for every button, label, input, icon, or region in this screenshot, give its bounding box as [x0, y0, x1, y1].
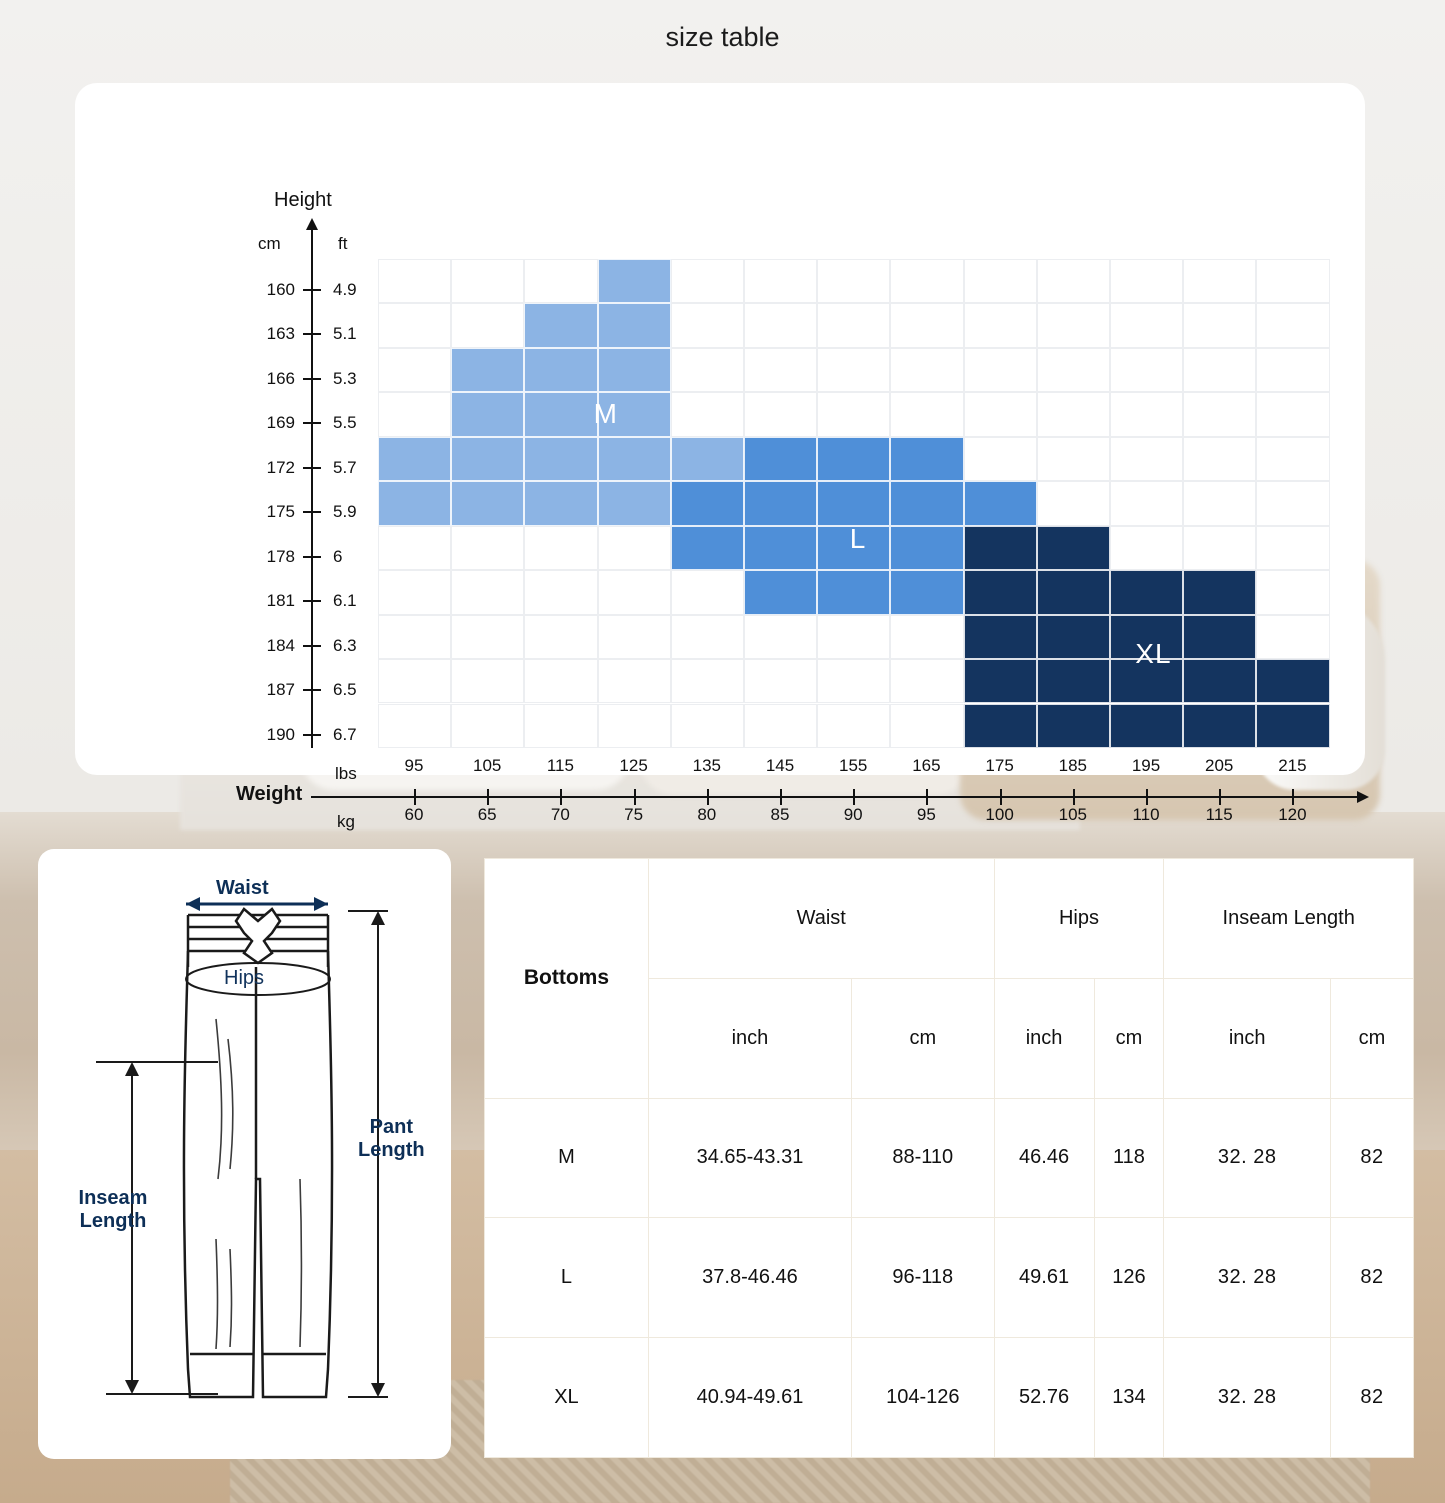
y-tick-label-cm: 190: [266, 724, 295, 744]
x-tick-label-lbs: 135: [692, 756, 721, 775]
size-cell-empty: [1110, 481, 1183, 525]
size-cell-empty: [451, 704, 524, 748]
x-tick-label-lbs: 175: [985, 756, 1014, 775]
size-cell-m: [524, 481, 597, 525]
size-cell-empty: [598, 615, 671, 659]
x-tick-label-lbs: 125: [619, 756, 648, 775]
table-cell-size: L: [485, 1218, 649, 1338]
y-tick: [303, 378, 321, 380]
x-tick-label-lbs: 185: [1058, 756, 1087, 775]
size-cell-empty: [524, 704, 597, 748]
size-cell-m: [524, 392, 597, 436]
size-cell-empty: [451, 303, 524, 347]
size-cell-m: [671, 437, 744, 481]
inseam-line2: Length: [79, 1210, 147, 1232]
size-cell-xl: [964, 570, 1037, 614]
size-cell-empty: [817, 392, 890, 436]
x-tick: [1146, 789, 1148, 805]
size-cell-empty: [451, 659, 524, 703]
size-cell-empty: [744, 704, 817, 748]
x-tick-label-lbs: 115: [546, 756, 574, 775]
size-cell-empty: [451, 526, 524, 570]
size-cell-empty: [1037, 481, 1110, 525]
table-cell-size: XL: [485, 1338, 649, 1458]
size-cell-empty: [890, 392, 963, 436]
pant-length-line2: Length: [358, 1139, 425, 1161]
table-group-header: Waist: [648, 859, 994, 979]
size-cell-xl: [1256, 659, 1329, 703]
size-cell-empty: [524, 659, 597, 703]
size-cell-l: [744, 526, 817, 570]
size-cell-empty: [378, 615, 451, 659]
size-cell-empty: [1256, 526, 1329, 570]
x-tick-label-kg: 120: [1278, 805, 1307, 824]
size-cell-m: [524, 437, 597, 481]
y-tick-label-ft: 5.9: [333, 502, 357, 522]
size-cell-m: [598, 303, 671, 347]
x-tick-label-kg: 75: [624, 805, 644, 824]
size-cell-empty: [744, 348, 817, 392]
y-tick: [303, 289, 321, 291]
y-tick-label-ft: 6.7: [333, 724, 357, 744]
hips-label: Hips: [224, 967, 265, 989]
size-cell-empty: [671, 303, 744, 347]
size-cell-m: [598, 481, 671, 525]
y-axis-line: [311, 228, 313, 748]
table-unit-cell: cm: [1094, 978, 1164, 1098]
size-cell-empty: [378, 704, 451, 748]
x-tick-label-kg: 80: [697, 805, 717, 824]
size-cell-empty: [378, 526, 451, 570]
y-tick: [303, 333, 321, 335]
size-cell-l: [744, 570, 817, 614]
size-cell-empty: [598, 526, 671, 570]
size-cell-empty: [1110, 259, 1183, 303]
size-cell-xl: [964, 659, 1037, 703]
y-tick: [303, 556, 321, 558]
size-cell-empty: [524, 570, 597, 614]
x-tick: [634, 789, 636, 805]
x-tick-label-lbs: 155: [839, 756, 868, 775]
size-cell-empty: [378, 348, 451, 392]
size-cell-empty: [1110, 392, 1183, 436]
size-cell-empty: [744, 303, 817, 347]
table-cell-hips-inch: 49.61: [994, 1218, 1094, 1338]
size-cell-empty: [524, 615, 597, 659]
size-cell-empty: [1110, 437, 1183, 481]
size-cell-empty: [1037, 259, 1110, 303]
size-cell-m: [598, 348, 671, 392]
size-cell-empty: [817, 704, 890, 748]
y-tick-label-cm: 184: [266, 635, 295, 655]
y-tick-label-cm: 163: [266, 324, 295, 344]
size-cell-empty: [524, 259, 597, 303]
size-cell-empty: [964, 348, 1037, 392]
size-cell-empty: [1037, 392, 1110, 436]
y-tick-label-cm: 175: [266, 502, 295, 522]
x-axis-title: Weight: [236, 783, 303, 805]
size-cell-empty: [1183, 392, 1256, 436]
y-tick-label-ft: 5.3: [333, 368, 357, 388]
pants-diagram-card: [38, 849, 451, 1459]
size-cell-empty: [378, 259, 451, 303]
x-tick: [707, 789, 709, 805]
x-tick-label-lbs: 105: [473, 756, 502, 775]
size-cell-m: [451, 481, 524, 525]
size-cell-empty: [1183, 348, 1256, 392]
x-tick-label-lbs: 195: [1131, 756, 1161, 775]
size-cell-empty: [671, 659, 744, 703]
y-tick-label-ft: 4.9: [333, 280, 357, 299]
table-row: [485, 1338, 1414, 1458]
size-cell-m: [524, 348, 597, 392]
size-cell-l: [744, 437, 817, 481]
size-cell-empty: [744, 392, 817, 436]
size-cell-m: [451, 392, 524, 436]
y-tick: [303, 467, 321, 469]
table-unit-cell: inch: [994, 978, 1094, 1098]
y-tick-label-cm: 166: [266, 368, 295, 388]
table-cell-hips-inch: 52.76: [994, 1338, 1094, 1458]
x-tick-label-kg: 90: [843, 805, 863, 824]
size-cell-empty: [1037, 303, 1110, 347]
size-cell-empty: [378, 570, 451, 614]
x-tick-label-lbs: 95: [404, 756, 424, 775]
table-cell-waist-inch: 37.8-46.46: [648, 1218, 851, 1338]
table-cell-size: M: [485, 1098, 649, 1218]
size-cell-empty: [1110, 303, 1183, 347]
size-cell-l: [671, 481, 744, 525]
size-cell-empty: [451, 570, 524, 614]
size-cell-l: [671, 526, 744, 570]
table-unit-cell: inch: [1164, 978, 1331, 1098]
size-cell-empty: [817, 659, 890, 703]
inseam-length-label: [58, 1187, 168, 1233]
size-cell-empty: [378, 392, 451, 436]
size-cell-l: [890, 526, 963, 570]
size-cell-l: [744, 481, 817, 525]
table-cell-inseam-cm: 82: [1330, 1098, 1413, 1218]
table-header-row: [485, 859, 1414, 979]
size-cell-empty: [1110, 526, 1183, 570]
size-cell-empty: [671, 704, 744, 748]
size-cell-empty: [1037, 348, 1110, 392]
x-tick-label-kg: 65: [477, 805, 497, 824]
table-unit-cell: inch: [648, 978, 851, 1098]
x-unit-kg: kg: [337, 812, 355, 831]
size-cell-empty: [890, 615, 963, 659]
size-cell-xl: [964, 704, 1037, 748]
x-tick-label-lbs: 165: [912, 756, 941, 775]
table-cell-inseam-inch: 32. 28: [1164, 1098, 1331, 1218]
size-cell-empty: [890, 348, 963, 392]
size-cell-m: [378, 481, 451, 525]
y-tick-label-ft: 6.3: [333, 635, 357, 655]
table-row: [485, 1098, 1414, 1218]
x-tick-label-lbs: 215: [1278, 756, 1307, 775]
size-chart-card: [75, 83, 1365, 831]
size-grid: [378, 259, 1330, 748]
size-cell-l: [890, 437, 963, 481]
x-tick: [926, 789, 928, 805]
size-cell-empty: [1183, 526, 1256, 570]
size-cell-empty: [1183, 437, 1256, 481]
x-tick: [780, 789, 782, 805]
size-cell-l: [964, 481, 1037, 525]
size-cell-xl: [964, 615, 1037, 659]
x-tick-label-kg: 60: [404, 805, 424, 824]
table-cell-hips-cm: 126: [1094, 1218, 1164, 1338]
y-tick-label-cm: 187: [266, 680, 295, 700]
size-cell-xl: [1037, 659, 1110, 703]
inseam-line1: Inseam: [78, 1187, 148, 1209]
y-tick: [303, 600, 321, 602]
y-tick-label-cm: 172: [266, 457, 295, 477]
x-tick: [487, 789, 489, 805]
y-tick: [303, 734, 321, 736]
size-group-label-l: L: [849, 522, 867, 554]
x-tick: [1000, 789, 1002, 805]
size-cell-xl: [1183, 570, 1256, 614]
size-cell-empty: [817, 259, 890, 303]
size-cell-xl: [1110, 570, 1183, 614]
size-cell-empty: [817, 303, 890, 347]
size-cell-m: [451, 348, 524, 392]
y-tick: [303, 645, 321, 647]
x-tick: [414, 789, 416, 805]
measurement-table: [484, 858, 1414, 1458]
table-cell-inseam-inch: 32. 28: [1164, 1218, 1331, 1338]
table-cell-hips-cm: 118: [1094, 1098, 1164, 1218]
x-tick-label-kg: 70: [550, 805, 570, 824]
size-cell-l: [817, 437, 890, 481]
page-title: size table: [665, 22, 780, 52]
size-group-label-m: M: [593, 398, 618, 430]
size-cell-empty: [1256, 303, 1329, 347]
measurement-table-card: [484, 858, 1414, 1458]
x-tick-label-kg: 115: [1205, 805, 1233, 824]
table-cell-inseam-cm: 82: [1330, 1218, 1413, 1338]
size-cell-empty: [1037, 437, 1110, 481]
size-cell-empty: [671, 259, 744, 303]
size-cell-empty: [1183, 259, 1256, 303]
size-cell-empty: [1256, 481, 1329, 525]
size-cell-xl: [1037, 615, 1110, 659]
x-tick-label-kg: 105: [1058, 805, 1087, 824]
table-cell-waist-inch: 40.94-49.61: [648, 1338, 851, 1458]
size-group-label-xl: XL: [1135, 638, 1172, 670]
size-cell-empty: [598, 570, 671, 614]
x-tick-label-kg: 85: [770, 805, 790, 824]
table-unit-cell: cm: [852, 978, 995, 1098]
y-tick: [303, 422, 321, 424]
size-cell-empty: [451, 259, 524, 303]
size-cell-xl: [1183, 659, 1256, 703]
size-cell-empty: [817, 615, 890, 659]
size-cell-l: [890, 481, 963, 525]
y-tick-label-cm: 160: [266, 280, 295, 299]
size-cell-empty: [1256, 615, 1329, 659]
y-tick-label-ft: 5.7: [333, 457, 357, 477]
size-cell-empty: [1183, 303, 1256, 347]
size-cell-empty: [671, 570, 744, 614]
size-cell-empty: [1183, 481, 1256, 525]
size-cell-empty: [451, 615, 524, 659]
y-tick: [303, 689, 321, 691]
table-corner-label: Bottoms: [485, 859, 649, 1099]
size-cell-empty: [817, 348, 890, 392]
x-tick-label-lbs: 145: [765, 756, 795, 775]
size-cell-l: [890, 570, 963, 614]
y-tick-label-ft: 6.1: [333, 591, 357, 611]
table-cell-hips-cm: 134: [1094, 1338, 1164, 1458]
size-cell-empty: [1256, 392, 1329, 436]
y-unit-cm: cm: [258, 234, 281, 253]
table-group-header: Hips: [994, 859, 1164, 979]
size-cell-xl: [1256, 704, 1329, 748]
size-cell-empty: [1256, 259, 1329, 303]
x-tick-label-kg: 95: [916, 805, 936, 824]
size-cell-empty: [744, 659, 817, 703]
table-cell-inseam-inch: 32. 28: [1164, 1338, 1331, 1458]
y-unit-ft: ft: [338, 234, 348, 253]
size-cell-m: [598, 259, 671, 303]
size-cell-empty: [378, 303, 451, 347]
size-cell-empty: [964, 303, 1037, 347]
size-cell-empty: [598, 704, 671, 748]
y-tick-label-ft: 6: [333, 546, 343, 566]
x-tick-label-kg: 100: [985, 805, 1014, 824]
size-cell-empty: [671, 615, 744, 659]
size-cell-empty: [744, 615, 817, 659]
x-unit-lbs: lbs: [335, 764, 357, 783]
size-cell-xl: [1110, 704, 1183, 748]
size-cell-empty: [378, 659, 451, 703]
size-cell-empty: [890, 259, 963, 303]
x-tick-label-kg: 110: [1132, 805, 1160, 824]
size-cell-empty: [890, 659, 963, 703]
size-cell-empty: [890, 704, 963, 748]
waist-label: Waist: [216, 877, 269, 899]
size-cell-m: [524, 303, 597, 347]
size-cell-xl: [1183, 704, 1256, 748]
size-cell-l: [817, 570, 890, 614]
table-cell-inseam-cm: 82: [1330, 1338, 1413, 1458]
size-cell-xl: [1037, 704, 1110, 748]
size-cell-m: [451, 437, 524, 481]
size-cell-empty: [890, 303, 963, 347]
size-cell-empty: [524, 526, 597, 570]
size-cell-empty: [964, 392, 1037, 436]
size-cell-m: [598, 437, 671, 481]
y-tick-label-ft: 5.1: [333, 324, 357, 344]
size-cell-xl: [1037, 526, 1110, 570]
x-tick: [853, 789, 855, 805]
x-axis-line: [311, 796, 1359, 798]
size-cell-empty: [1256, 570, 1329, 614]
table-group-header: Inseam Length: [1164, 859, 1414, 979]
size-cell-l: [817, 481, 890, 525]
y-tick-label-ft: 6.5: [333, 680, 357, 700]
size-cell-empty: [1110, 348, 1183, 392]
table-row: [485, 1218, 1414, 1338]
size-cell-empty: [671, 392, 744, 436]
y-tick: [303, 511, 321, 513]
size-cell-empty: [964, 259, 1037, 303]
x-tick: [1292, 789, 1294, 805]
size-cell-empty: [671, 348, 744, 392]
size-cell-xl: [1183, 615, 1256, 659]
size-cell-m: [378, 437, 451, 481]
size-cell-xl: [964, 526, 1037, 570]
y-axis-title: Height: [274, 189, 332, 211]
size-cell-empty: [744, 259, 817, 303]
table-unit-cell: cm: [1330, 978, 1413, 1098]
pant-length-line1: Pant: [369, 1116, 413, 1138]
size-cell-empty: [1256, 437, 1329, 481]
table-cell-waist-inch: 34.65-43.31: [648, 1098, 851, 1218]
table-cell-waist-cm: 88-110: [852, 1098, 995, 1218]
x-tick: [1073, 789, 1075, 805]
size-cell-empty: [598, 659, 671, 703]
size-cell-empty: [1256, 348, 1329, 392]
size-cell-empty: [964, 437, 1037, 481]
x-tick-label-lbs: 205: [1205, 756, 1234, 775]
y-tick-label-cm: 181: [266, 591, 295, 611]
y-tick-label-cm: 178: [266, 546, 295, 566]
table-cell-waist-cm: 96-118: [852, 1218, 995, 1338]
size-cell-xl: [1037, 570, 1110, 614]
y-tick-label-ft: 5.5: [333, 413, 357, 433]
pant-length-label: [358, 1116, 425, 1162]
y-tick-label-cm: 169: [266, 413, 295, 433]
table-cell-waist-cm: 104-126: [852, 1338, 995, 1458]
x-tick: [1219, 789, 1221, 805]
x-tick: [560, 789, 562, 805]
table-cell-hips-inch: 46.46: [994, 1098, 1094, 1218]
